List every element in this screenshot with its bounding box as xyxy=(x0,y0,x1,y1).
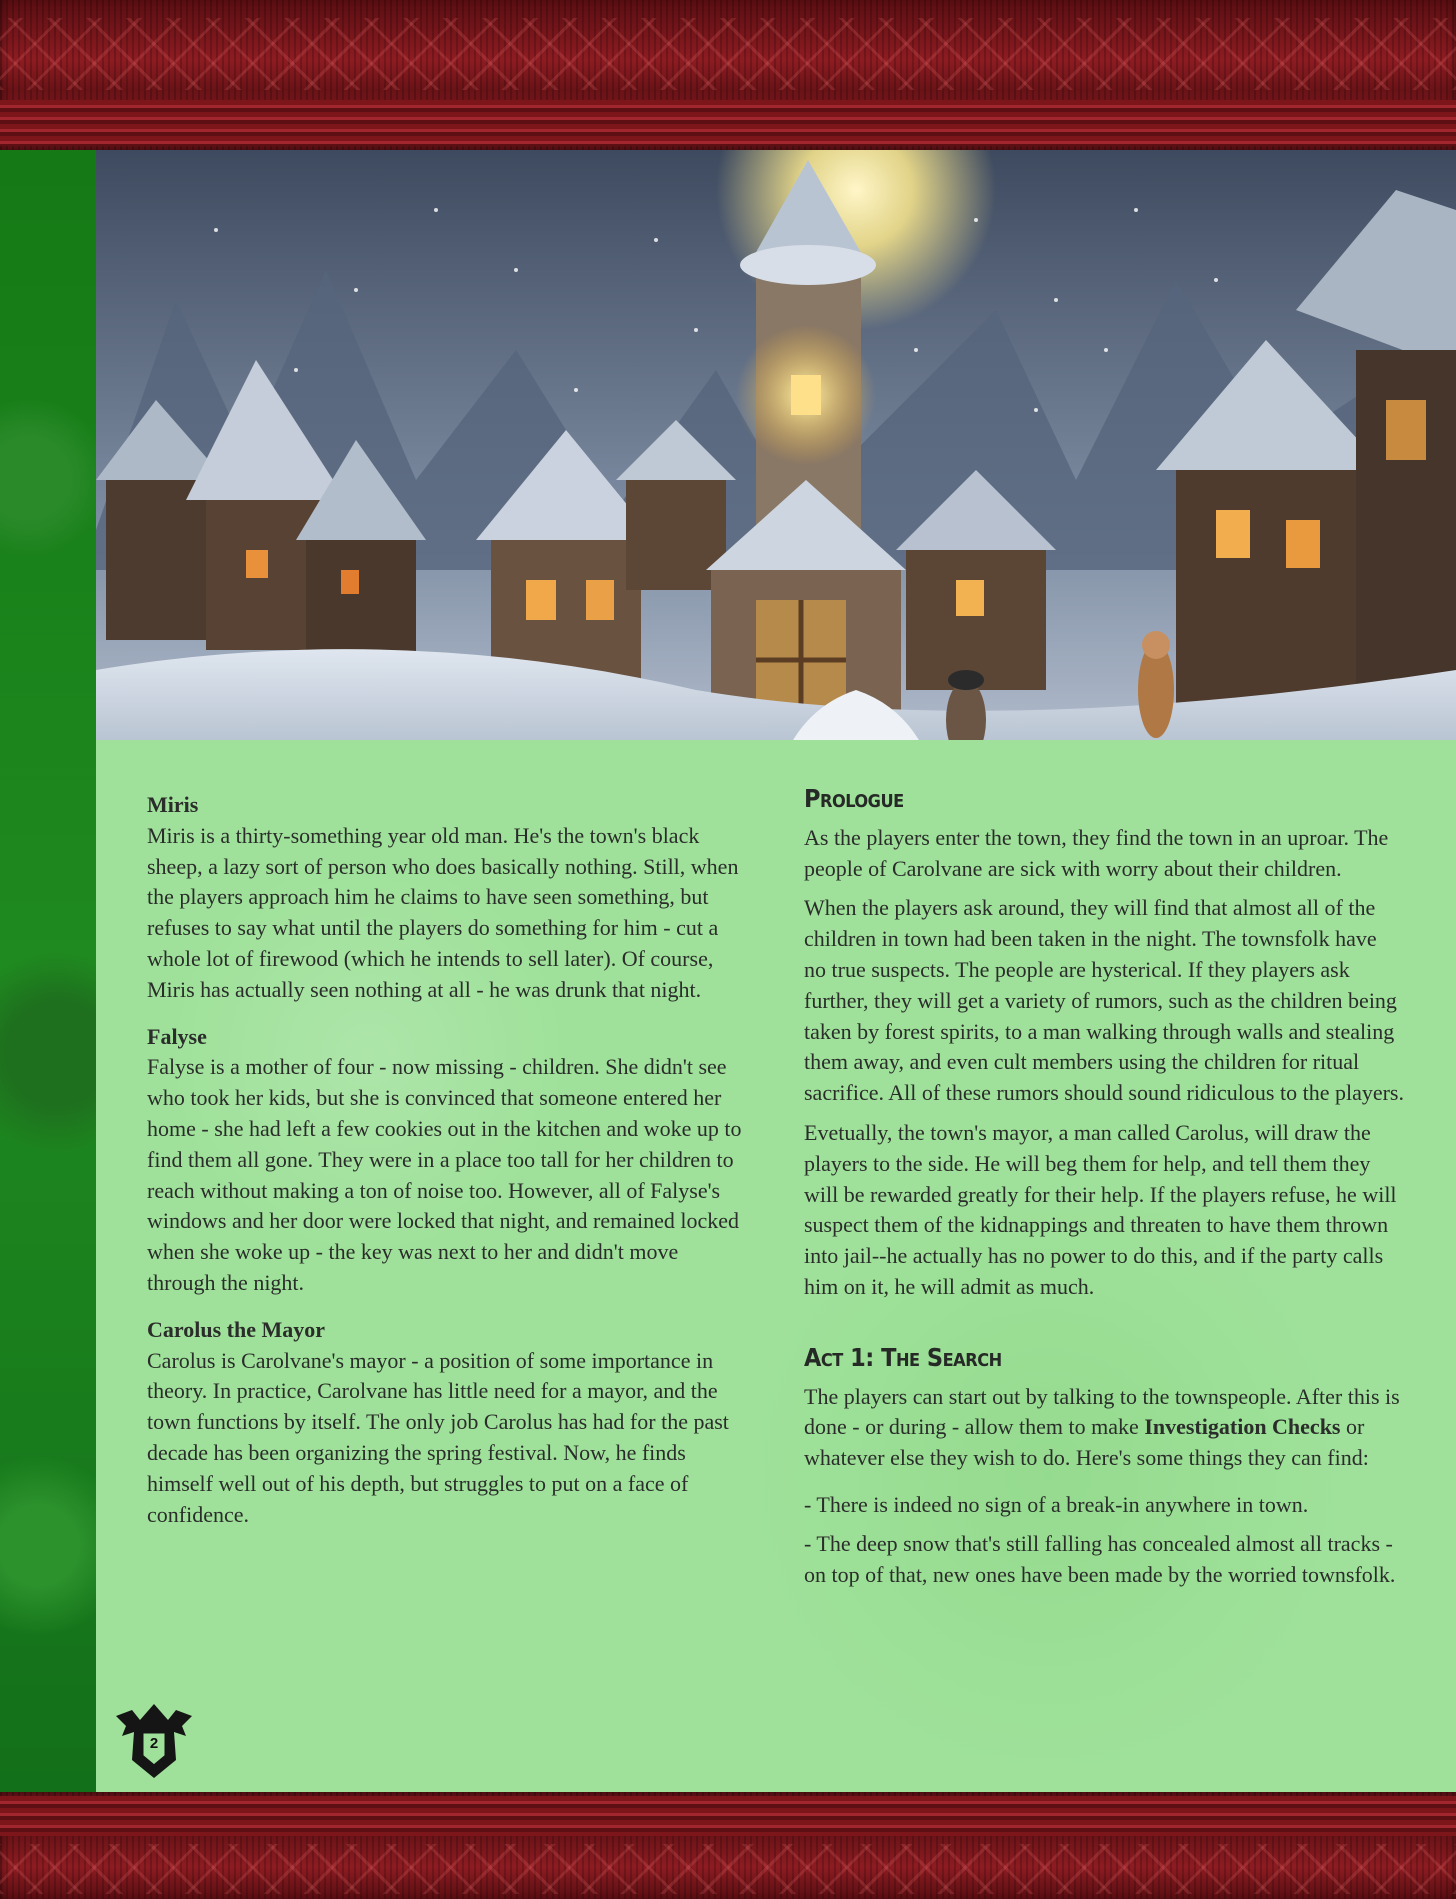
act1-intro-text: or whatever else they wish to do. Here's some things they can find: xyxy=(804,1414,1369,1471)
clue-item: - The deep snow that's still falling has concealed almost all tracks - on top of that, new ones have been made by the worried townsfolk. xyxy=(804,1530,1396,1587)
prologue-paragraph: Evetually, the town's mayor, a man called Carolus, will draw the players to the side. He will beg them for help, and tell them they will be rewarded greatly for their help. If the players refuse, he will suspect them of the kidnappings and threaten to have them thrown into jail--he actually has no power to do this, and if the party calls him on it, he will admit as much. xyxy=(804,1119,1397,1299)
npc-description: Carolus is Carolvane's mayor - a position of some importance in theory. In practice, Carolvane has little need for a mayor, and the town functions by itself. The only job Carolus has had for the past decade has been organizing the spring festival. Now, he finds himself well out of his depth, but struggles to put on a face of confidence. xyxy=(147,1347,729,1527)
story-column xyxy=(804,784,1404,1598)
npc-entry-carolus xyxy=(147,1315,747,1531)
npc-description: Falyse is a mother of four - now missing - children. She didn't see who took her kids, but she is convinced that someone entered her home - she had left a few cookies out in the kitchen and woke up to find them all gone. They were in a place too tall for her children to reach without making a ton of noise too. However, all of Falyse's windows and her door were locked that night, and remained locked when she woke up - the key was next to her and didn't move through the night. xyxy=(147,1054,742,1295)
prologue-paragraph: When the players ask around, they will find that almost all of the children in town had been taken in the night. The townsfolk have no true suspects. The people are hysterical. If they players ask further, they will get a variety of rumors, such as the children being taken by forest spirits, to a man walking through walls and stealing them away, and even cult members using the children for ritual sacrifice. All of these rumors should sound ridiculous to the players. xyxy=(804,895,1404,1106)
npc-description: Miris is a thirty-something year old man. He's the town's black sheep, a lazy sort of person who does basically nothing. Still, when the players approach him he claims to have seen something, but refuses to say what until the players do something for him - cut a whole lot of firewood (which he intends to sell later). Of course, Miris has actually seen nothing at all - he was drunk that night. xyxy=(147,822,739,1002)
page-number-crest xyxy=(110,1702,198,1782)
npc-name: Carolus the Mayor xyxy=(147,1316,326,1342)
page-number: 2 xyxy=(149,1735,159,1752)
npc-column xyxy=(147,790,747,1546)
bottom-border xyxy=(0,1792,1456,1899)
prologue-heading: Prologue xyxy=(804,784,904,813)
bottom-ridge xyxy=(0,1796,1456,1836)
prologue-paragraph: As the players enter the town, they find the town in an uproar. The people of Carolvane are sick with worry about their children. xyxy=(804,824,1389,881)
left-sidebar xyxy=(0,150,96,1792)
npc-entry-falyse xyxy=(147,1022,747,1299)
npc-name: Falyse xyxy=(147,1023,207,1049)
npc-entry-miris xyxy=(147,790,747,1006)
top-border xyxy=(0,0,1456,150)
investigation-checks-term: Investigation Checks xyxy=(1144,1414,1341,1440)
hero-illustration xyxy=(96,150,1456,780)
act1-intro-text: The players can start out by talking to the townspeople. After this is done - or during - allow them to make xyxy=(804,1383,1400,1440)
clue-item: - There is indeed no sign of a break-in anywhere in town. xyxy=(804,1491,1309,1517)
act1-intro xyxy=(804,1382,1404,1474)
top-ridge xyxy=(0,100,1456,146)
top-knotwork xyxy=(0,18,1456,90)
npc-name: Miris xyxy=(147,792,199,817)
act1-heading: Act 1: The Search xyxy=(804,1342,1002,1372)
bottom-knotwork xyxy=(0,1844,1456,1894)
village-scene xyxy=(96,150,1456,780)
